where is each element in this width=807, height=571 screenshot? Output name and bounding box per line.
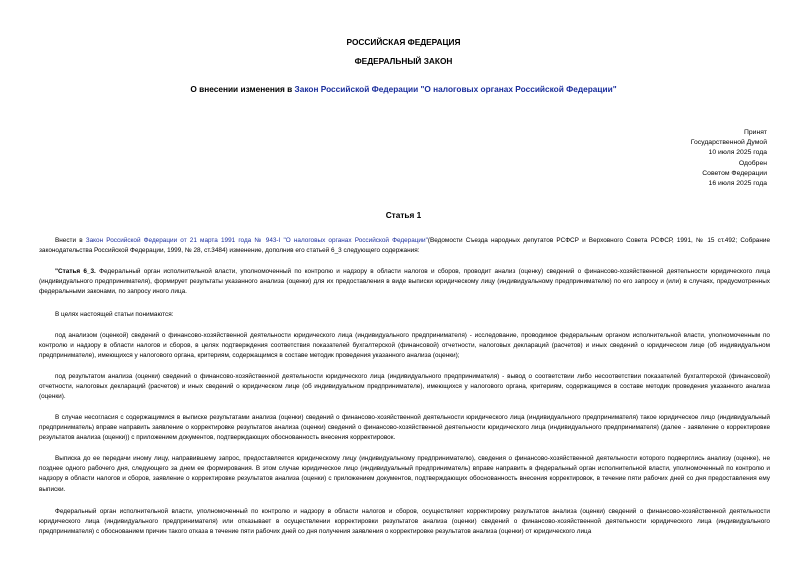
paragraph: В целях настоящей статьи понимаются: [55, 311, 174, 318]
article-6-3-label: "Статья 6_3. [55, 268, 96, 275]
adoption-block [691, 128, 767, 189]
federation-heading: РОССИЙСКАЯ ФЕДЕРАЦИЯ [346, 37, 461, 47]
paragraph: под результатом анализа (оценки) сведений о финансово-хозяйственной деятельности юридического лица (индивидуального предпринимателя) - вывод о соответствии либо несоответствии показателей бухгалтерской (финансовой) отчетности, налоговых деклараций (расчетов) и иных сведений о юридическом лице (об индивидуальном предпринимателе), имеющихся у налогового органа, критериям, содержащимся в составе методик проведения указанного анализа (оценки). [39, 373, 770, 401]
adoption-line: Принят [743, 129, 767, 136]
law-title-link[interactable]: Закон Российской Федерации "О налоговых органах Российской Федерации" [294, 84, 617, 94]
adoption-line: 16 июля 2025 года [708, 180, 767, 188]
adoption-line: Советом Федерации [702, 169, 767, 177]
law-type-heading: ФЕДЕРАЛЬНЫЙ ЗАКОН [354, 56, 453, 66]
paragraph: В случае несогласия с содержащимися в выписке результатами анализа (оценки) сведений о финансово-хозяйственной деятельности юридического лица (индивидуального предпринимателя) такое юридическое лицо (индивидуальный предприниматель) вправе направить заявление о корректировке результатов анализа (оценки) сведений о финансово-хозяйственной деятельности юридического лица (индивидуального предпринимателя) (далее - заявление о корректировке результатов анализа (оценки)) с приложением документов, подтверждающих обоснованность внесения корректировок. [39, 414, 770, 442]
law-title-prefix: О внесении изменения в [190, 84, 295, 94]
paragraph: Федеральный орган исполнительной власти, уполномоченный по контролю и надзору в области налогов и сборов, осуществляет корректировку результатов анализа (оценки) сведений о финансово-хозяйственной деятельности юридического лица (индивидуального предпринимателя) или отказывает в осуществлении корректировки результатов анализа (оценки) сведений о финансово-хозяйственной деятельности юридического лица (индивидуального предпринимателя) с обоснованием причин такого отказа в течение пяти рабочих дней со дня получения заявления о корректировке результатов анализа (оценки) от юридического лица [39, 508, 770, 536]
adoption-line: 10 июля 2025 года [708, 149, 767, 157]
paragraph: "Статья 6_3. Федеральный орган исполнительной власти, уполномоченный по контролю и надзору в области налогов и сборов, проводит анализ (оценку) сведений о финансово-хозяйственной деятельности юридического лица (индивидуального предпринимателя), формирует результаты указанного анализа (оценки) для их предоставления в виде выписки юридическому лицу (индивидуальному предпринимателю) по его запросу и (или) в случаях, предусмотренных федеральными законами, по запросу иного лица. [39, 268, 770, 296]
law-date-link[interactable]: Закон Российской Федерации от 21 марта 1991 года № 943-I [85, 237, 281, 244]
adoption-line: Государственной Думой [690, 139, 767, 147]
law-name-link[interactable]: "О налоговых органах Российской Федерации" [283, 237, 428, 244]
paragraph: Выписка до ее передачи иному лицу, направившему запрос, предоставляется юридическому лицу (индивидуальному предпринимателю), сведения о финансово-хозяйственной деятельности которого подверглись анализу (оценке), не позднее одного рабочего дня, следующего за днем ее формирования. В этом случае юридическое лицо (индивидуальный предприниматель) вправе направить в федеральный орган исполнительной власти, уполномоченный по контролю и надзору в области налогов и сборов, заявление о корректировке результатов анализа (оценки) с приложением документов, подтверждающих обоснованность внесения корректировок, в течение пяти рабочих дней со дня предоставления ему выписки. [39, 455, 770, 493]
paragraph: под анализом (оценкой) сведений о финансово-хозяйственной деятельности юридического лица (индивидуального предпринимателя) - исследование, проводимое федеральным органом исполнительной власти, уполномоченным по контролю и надзору в области налогов и сборов, в целях подтверждения соответствия показателей бухгалтерской (финансовой) отчетности, налоговых деклараций (расчетов) и иных сведений о юридическом лице (об индивидуальном предпринимателе), имеющихся у налогового органа, критериям, содержащимся в составе методик проведения указанного анализа (оценки); [39, 332, 770, 360]
article-heading: Статья 1 [385, 210, 422, 220]
paragraph: Внести в Закон Российской Федерации от 21 марта 1991 года № 943-I "О налоговых органах Российской Федерации"(Ведомости Съезда народных депутатов РСФСР и Верховного Совета РСФСР, 1991, № 15 ст.492; Собрание законодательства Российской Федерации, 1999, № 28, ст.3484) изменение, дополнив его статьей 6_3 следующего содержания: [39, 237, 770, 255]
adoption-line: Одобрен [738, 159, 767, 167]
law-title [0, 84, 807, 94]
